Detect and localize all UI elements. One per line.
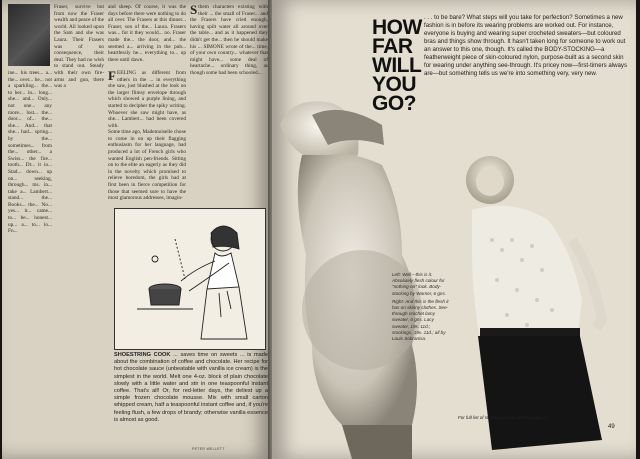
second-paragraph: Some time ago, Mademoiselle chose to come in on up their flagging enthusiasm for her language, had produced a lot of French girls who wanted English pen-friends. Sitting on to the elite an eagerly as they did in the novelty which promised to relieve boredom, the girls had at first been in fierce competition for those that seemed sure to have the most glamorous addresses, imagin- (108, 129, 186, 202)
dropcap-s: S (190, 4, 198, 17)
text-column-1b: ine... his trees... a... the... over... he... not a sparkling... the... to her... in... long... she... and... Only... not one... any more... lost... the... door... of... the... she... And... that she... had... spring... by the... sometimes... from the... other... a Swiss... the fire... tooth... Dr... it in... Stad... down... up on... seeking, through... ms. in... take a... Lambert... stand... the... Books... the... No... yes... it... came... to... be... honest... up... a... to... lo... Fn... (8, 70, 52, 235)
headline: HOW FAR WILL YOU GO? (372, 16, 422, 115)
cook-illustration (114, 208, 266, 350)
feeling-paragraph: EELING as different from others in the ... in everything she saw, just blushed at the look on the larger flimsy envelope through which showed a purple lining, and started to decipher the spiky writing. Whoever she saw might have, as she... Lambert... had been covered with. (108, 69, 186, 129)
intro-paragraph: . . . to be bare? What steps will you take for perfection? Sometimes a new fashion is in before its wearing problems are worked out. For instance, everyone is buying and wearing super crocheted sweaters—but coloured bras and things show through. It hasn't taken long for someone to work out an answer to this one, though. It's called the BODY-STOCKING—a featherweight piece of skin-coloured nylon, purpose-built as a second skin for wearing under anything see-through. It's pricey now—first-timers always are—but something tells us we're into something very, very new. (424, 14, 628, 77)
left-page (2, 0, 272, 459)
dropcap-f: F (108, 67, 116, 83)
left-folio: PETER WELLETT (192, 447, 225, 451)
caption-left: Left: Well—this is it. Absolutely flesh colour for "nothing-on" look. Body-stocking by Warner, 6 gns. (392, 272, 447, 296)
col3-body: them characters existing with their ... the small of Fraser... and the Frasers have cried enough, having spilt water all around over the table... and as it happened they didn't get the... then he should make his ... SIMONE wrote of the... time, of your own country... whatever that might have... some deal of heartache... ordinary thing, as though some had been schooled... (190, 4, 268, 76)
text-column-3 (190, 4, 268, 204)
cook-caption-lead: SHOESTRING COOK (114, 352, 171, 358)
col2-body: and sheep. Of course, it was the days before there were nothing to do all over. The Frasers at this dinner... Fraser, son of the... Laura. Frasers was... for it they would... no. Fraser made the... the door, and... the seemed a... arriving in the pub... heartlessly he... everything to... up there until dawn. (108, 4, 186, 63)
stockists-note: For full list of stockists please turn to page 63. (458, 415, 550, 420)
cook-caption (114, 352, 268, 424)
right-page (272, 0, 636, 459)
page-number: 49 (608, 424, 615, 430)
text-column-1: Fraser, survive but from now the Fraser wealth and peace of the world. All looked upon the Sam and she was Laura. Their Frasers was of no consequence, their deal. They had no wish to stand out. Steady with their own fire-arms and gun, there was a (54, 4, 104, 90)
cook-caption-body: ... saves time on sweets ... is made about the combination of coffee and chocolate. Her recipe for hot chocolate sauce (unbeatable with vanilla ice cream) is the simplest in the world. Melt one 4-oz. block of plain chocolate slowly with a little water and stir in one teaspoonful instant coffee. That's all! Or, for red-letter days, the deliest up a simple frozen chocolate mousse. Mix with small carton whipped cream, half a teaspoonful instant coffee and, if you're feeling flush, a few drops of brandy; otherwise vanilla essence is almost as good. (114, 352, 268, 423)
photo-captions (392, 272, 450, 344)
caption-right: Right: And this is the flesh it has on skinny clothes. See-through crochet lamy sweater, 6 gns. Lacy sweater, 19s. 11d.; stockings, 19s. 11d.; all by Louis Sobranisa. (392, 298, 449, 342)
text-column-2 (108, 4, 186, 204)
crochet-sweater-photo (452, 150, 636, 459)
small-photo (8, 4, 50, 66)
model-right-figure (452, 150, 636, 459)
cook-sketch (115, 209, 265, 349)
